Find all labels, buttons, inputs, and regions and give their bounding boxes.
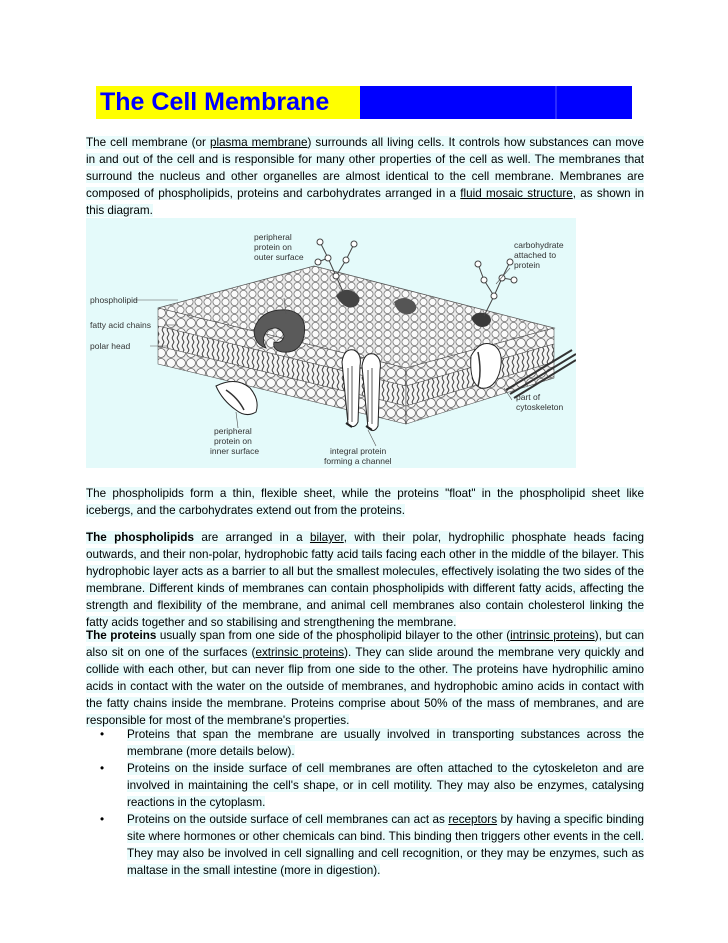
label-peripheral-inner-2: protein on xyxy=(214,436,252,446)
intro-text-1: The cell membrane (or xyxy=(86,136,210,149)
p4-text-3: ). They can slide around the membrane very quickly and collide with each other, but can never flip from one side to the other. The proteins have hydrophilic amino acids in contact with the water on the outside of membranes, and hydrophobic amino acids in contact with the fatty chains inside the membrane. Proteins comprise about 50% of the mass of membranes, and are responsible for most of the membrane's properties. xyxy=(86,646,644,727)
bullet-dot: • xyxy=(100,728,105,741)
bullet-1-text: Proteins that span the membrane are usually involved in transporting substances across the membrane (more details below). xyxy=(127,728,644,758)
label-peripheral-outer-1: peripheral xyxy=(254,232,292,242)
membrane-diagram xyxy=(86,218,576,468)
page-title: The Cell Membrane xyxy=(100,88,330,116)
p4-text-1: usually span from one side of the phospholipid bilayer to the other ( xyxy=(156,629,511,642)
label-peripheral-outer-2: protein on xyxy=(254,242,292,252)
label-fatty-acid: fatty acid chains xyxy=(90,320,151,330)
bullet-3-text-1: Proteins on the outside surface of cell membranes can act as xyxy=(127,813,449,826)
p3-bold: The phospholipids xyxy=(86,531,194,544)
bullet-dot: • xyxy=(100,762,105,775)
list-item xyxy=(86,811,644,879)
extrinsic-proteins-link[interactable]: extrinsic proteins xyxy=(255,646,345,659)
receptors-link[interactable]: receptors xyxy=(448,813,498,826)
protein-functions-list xyxy=(86,726,644,879)
bullet-2-text: Proteins on the inside surface of cell membranes are often attached to the cytoskeleton and are involved in maintaining the cell's shape, or in cell motility. They may also be enzymes, catalysing reactions in the cytoplasm. xyxy=(127,762,644,809)
p4-text xyxy=(86,629,644,727)
bilayer-link[interactable]: bilayer xyxy=(309,531,344,544)
bullet-3-text xyxy=(127,813,644,877)
label-cytoskeleton-2: cytoskeleton xyxy=(516,402,564,412)
intrinsic-proteins-link[interactable]: intrinsic proteins xyxy=(510,629,595,642)
label-cytoskeleton-1: part of xyxy=(516,392,541,402)
intro-text xyxy=(86,136,644,217)
list-item xyxy=(86,726,644,760)
bullet-3-text-2: by having a specific binding site where hormones or other chemicals can bind. This binding then triggers other events in the cell. They may also be involved in cell signalling and cell recognition, or they may be enzymes, such as maltase in the small intestine (more in digestion). xyxy=(127,813,644,877)
list-item xyxy=(86,760,644,811)
label-peripheral-outer-3: outer surface xyxy=(254,252,304,262)
proteins-paragraph xyxy=(86,627,644,729)
intro-text-2: ) surrounds all living cells. It controls how substances can move in and out of the cell and is responsible for many other properties of the cell as well. The membranes that surround the nucleus and other organelles are almost identical to the cell membrane. Membranes are composed of phospholipids, proteins and carbohydrates arranged in a xyxy=(86,136,644,200)
intro-paragraph xyxy=(86,134,644,219)
label-carbohydrate-3: protein xyxy=(514,260,540,270)
label-peripheral-inner-1: peripheral xyxy=(214,426,252,436)
label-integral-1: integral protein xyxy=(330,446,387,456)
p3-text-2: , with their polar, hydrophilic phosphate heads facing outwards, and their non-polar, hydrophobic fatty acid tails facing each other in the middle of the bilayer. This hydrophobic layer acts as a barrier to all but the smallest molecules, effectively isolating the two sides of the membrane. Different kinds of membranes can contain phospholipids with different fatty acids, affecting the strength and flexibility of the membrane, and animal cell membranes also contain cholesterol linking the fatty acids together and so stabilising and strengthening the membrane. xyxy=(86,531,644,629)
intro-text-3: , as shown in this diagram. xyxy=(86,187,644,217)
label-carbohydrate-2: attached to xyxy=(514,250,557,260)
phospholipids-paragraph xyxy=(86,529,644,631)
label-integral-2: forming a channel xyxy=(324,456,392,466)
label-phospholipid: phospholipid xyxy=(90,295,138,305)
p4-bold: The proteins xyxy=(86,629,157,642)
phospholipid-summary-paragraph xyxy=(86,485,644,519)
label-peripheral-inner-3: inner surface xyxy=(210,446,260,456)
p3-text xyxy=(86,531,644,629)
title-bar-notch xyxy=(555,86,557,119)
fluid-mosaic-link[interactable]: fluid mosaic structure xyxy=(460,187,573,200)
label-polar-head: polar head xyxy=(90,341,131,351)
p2-text: The phospholipids form a thin, flexible sheet, while the proteins "float" in the phospholipid sheet like icebergs, and the carbohydrates extend out from the proteins. xyxy=(86,487,644,517)
label-carbohydrate-1: carbohydrate xyxy=(514,240,564,250)
p3-text-1: are arranged in a xyxy=(193,531,310,544)
plasma-membrane-link[interactable]: plasma membrane xyxy=(209,136,308,149)
p4-text-2: ), but can also sit on one of the surfaces ( xyxy=(86,629,644,659)
bullet-dot: • xyxy=(100,813,105,826)
membrane-diagram-svg xyxy=(86,218,576,468)
